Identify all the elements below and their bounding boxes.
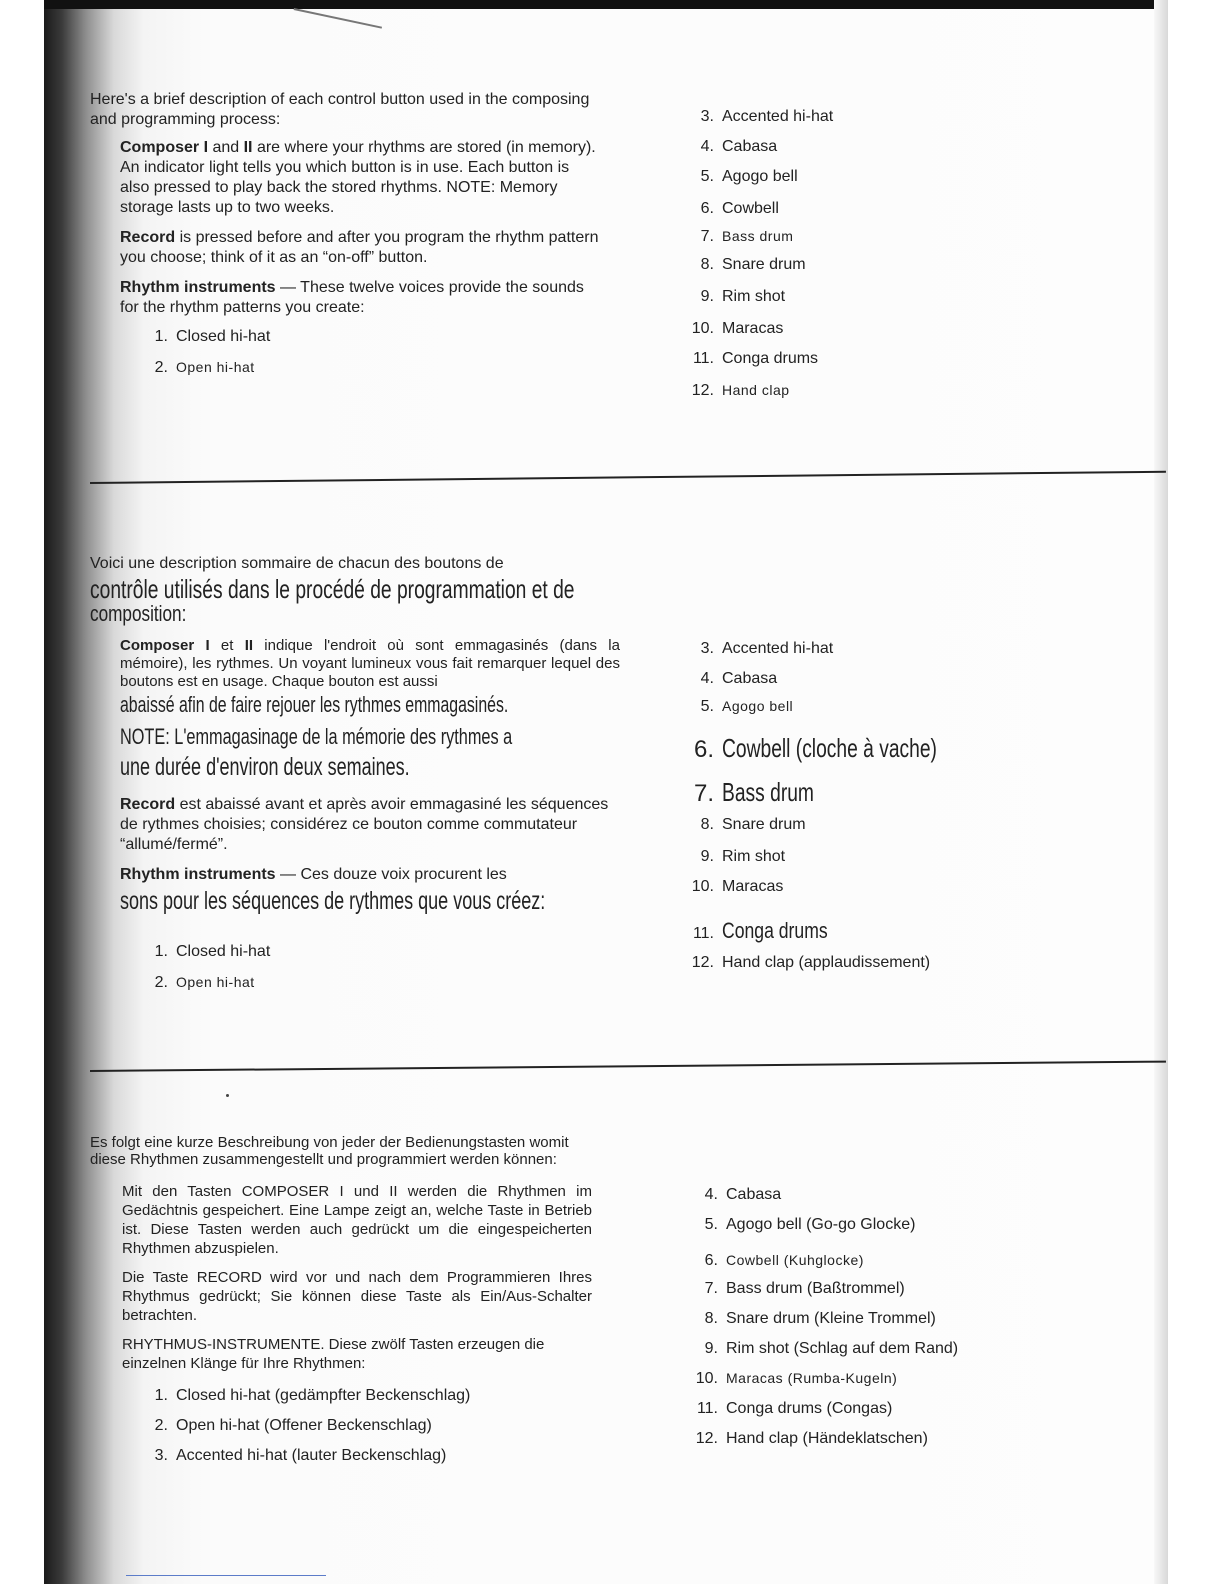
item-label: Conga drums <box>722 350 819 367</box>
english-record-paragraph <box>120 228 600 268</box>
scan-right-edge <box>1154 0 1168 1584</box>
french-left-list <box>150 937 620 997</box>
german-section <box>90 1134 650 1471</box>
item-number: 5. <box>700 698 714 715</box>
item-label: Hand clap (applaudissement) <box>722 954 931 971</box>
item-label: Snare drum <box>722 816 806 833</box>
rhythm-description: — These twelve voices provide the sounds for the rhythm patterns you create: <box>120 279 584 316</box>
item-number: 11. <box>696 1400 718 1417</box>
item-label: Cabasa <box>726 1186 782 1203</box>
list-item <box>150 1441 592 1471</box>
item-number: 9. <box>700 288 714 305</box>
record-description: is pressed before and after you program the rhythm pattern you choose; think of it as an “on-off” button. <box>120 229 599 266</box>
french-intro-text: composition: <box>90 601 187 626</box>
item-label: Rim shot <box>722 848 786 865</box>
item-number: 5. <box>700 168 714 185</box>
composer-continuation: abaissé afin de faire rejouer les rythmes emmagasinés. <box>120 692 509 717</box>
item-label: Rim shot (Schlag auf dem Rand) <box>726 1340 959 1357</box>
item-number: 8. <box>700 816 714 833</box>
rhythm-term: Rhythm instruments <box>120 279 276 296</box>
item-label: Conga drums (Congas) <box>726 1400 893 1417</box>
scan-bottom-mark <box>126 1575 326 1576</box>
list-item <box>684 138 833 168</box>
item-label: Cowbell (Kuhglocke) <box>726 1252 864 1268</box>
item-label: Closed hi-hat <box>176 328 271 345</box>
item-label: Open hi-hat <box>176 974 255 990</box>
item-number: 3. <box>700 640 714 657</box>
list-item <box>684 848 1012 878</box>
item-number: 12. <box>695 1430 718 1447</box>
item-number: 12. <box>691 954 714 971</box>
item-number: 8. <box>700 256 714 273</box>
composer-term: Composer I <box>120 637 210 654</box>
section-divider <box>90 1061 1166 1072</box>
item-number: 6. <box>700 200 714 217</box>
list-item <box>684 228 833 256</box>
item-label: Closed hi-hat (gedämpfter Beckenschlag) <box>176 1387 471 1404</box>
english-intro: Here's a brief description of each control button used in the composing and programming process: <box>90 91 590 128</box>
scan-top-edge <box>44 0 1168 9</box>
item-label: Agogo bell <box>722 698 794 714</box>
item-number: 5. <box>704 1216 718 1233</box>
german-record-paragraph: Die Taste RECORD wird vor und nach dem Programmieren Ihres Rhythmus gedrückt; Sie können diese Taste als Ein/Aus-Schalter betrachten. <box>122 1269 592 1324</box>
french-section <box>90 554 630 997</box>
french-right-list <box>684 640 1012 984</box>
item-number: 9. <box>700 848 714 865</box>
item-number: 10. <box>691 878 714 895</box>
list-item <box>684 774 1012 816</box>
item-number: 6. <box>693 736 714 763</box>
french-composer-paragraph <box>120 637 620 691</box>
list-item <box>150 322 600 352</box>
item-number: 3. <box>154 1447 168 1464</box>
item-label: Agogo bell (Go-go Glocke) <box>726 1216 916 1233</box>
item-label: Hand clap (Händeklatschen) <box>726 1430 928 1447</box>
item-label: Bass drum (Baßtrommel) <box>726 1280 905 1297</box>
english-left-list <box>150 322 600 382</box>
item-number: 7. <box>704 1280 718 1297</box>
french-intro-line-2 <box>90 574 630 604</box>
item-label: Hand clap <box>722 382 790 398</box>
list-item <box>688 1400 958 1430</box>
french-note-line-1 <box>120 723 620 751</box>
item-number: 4. <box>704 1186 718 1203</box>
item-number: 1. <box>154 328 168 345</box>
record-term: Record <box>120 796 176 813</box>
list-item <box>684 320 833 350</box>
german-rhythm-paragraph: RHYTHMUS-INSTRUMENTE. Diese zwölf Tasten erzeugen die einzelnen Klänge für Ihre Rhythmen: <box>122 1336 545 1372</box>
item-number: 4. <box>700 670 714 687</box>
french-rhythm-line <box>120 885 620 917</box>
french-intro-line-3 <box>90 601 630 627</box>
composer-term-2: II <box>244 637 254 654</box>
list-item <box>150 1411 592 1441</box>
paper-crease <box>290 8 382 46</box>
item-label: Open hi-hat <box>176 359 255 375</box>
list-item <box>684 168 833 200</box>
item-label: Snare drum <box>722 256 806 273</box>
list-item <box>150 967 620 997</box>
stray-mark <box>226 1094 229 1097</box>
note-text: NOTE: L'emmagasinage de la mémorie des rythmes a <box>120 724 513 749</box>
item-number: 11. <box>692 925 714 942</box>
item-label: Maracas (Rumba-Kugeln) <box>726 1370 898 1386</box>
german-composer-paragraph: Mit den Tasten COMPOSER I und II werden die Rhythmen im Gedächtnis gespeichert. Eine Lampe zeigt an, welche Taste in Betrieb ist. Diese Tasten werden auch gedrückt um die eingespeicherten Rhythmen abzuspielen. <box>122 1183 592 1257</box>
french-intro-text: contrôle utilisés dans le procédé de programmation et de <box>90 574 575 604</box>
composer-and: et <box>209 637 245 654</box>
item-label: Maracas <box>722 320 784 337</box>
list-item <box>684 698 1012 728</box>
item-label: Rim shot <box>722 288 786 305</box>
item-number: 3. <box>700 108 714 125</box>
list-item <box>150 937 620 967</box>
list-item <box>684 350 833 382</box>
list-item <box>688 1370 958 1400</box>
german-left-list <box>150 1381 592 1471</box>
rhythm-term: Rhythm instruments <box>120 866 276 883</box>
composer-description: are where your rhythms are stored (in memory). An indicator light tells you which button is in use. Each button is also pressed to play back the stored rhythms. NOTE: Memory storage lasts up to two weeks. <box>120 139 596 216</box>
german-right-list <box>688 1186 958 1460</box>
list-item <box>688 1216 958 1252</box>
list-item <box>684 640 1012 670</box>
list-item <box>684 728 1012 774</box>
item-number: 2. <box>154 359 168 376</box>
composer-description: indique l'endroit où sont emmagasinés (dans la mémoire), les rythmes. Un voyant lumineux vous fait remarquer lequel des boutons est en usage. Chaque bouton est aussi <box>120 637 620 690</box>
list-item <box>684 288 833 320</box>
list-item <box>688 1252 958 1280</box>
item-label: Snare drum (Kleine Trommel) <box>726 1310 936 1327</box>
item-label: Maracas <box>722 878 784 895</box>
item-number: 2. <box>154 974 168 991</box>
list-item <box>684 914 1012 954</box>
item-label: Cowbell (cloche à vache) <box>722 733 937 763</box>
item-number: 10. <box>691 320 714 337</box>
item-label: Bass drum <box>722 777 814 807</box>
list-item <box>684 878 1012 914</box>
item-label: Cowbell <box>722 200 779 217</box>
item-number: 12. <box>691 382 714 399</box>
item-label: Accented hi-hat <box>722 108 834 125</box>
item-label: Accented hi-hat (lauter Beckenschlag) <box>176 1447 447 1464</box>
scanned-page <box>44 0 1168 1584</box>
french-rhythm-paragraph <box>120 865 620 885</box>
list-item <box>688 1310 958 1340</box>
list-item <box>684 200 833 228</box>
german-intro: Es folgt eine kurze Beschreibung von jeder der Bedienungstasten womit diese Rhythmen zusammengestellt und programmiert werden können: <box>90 1134 569 1168</box>
list-item <box>150 1381 592 1411</box>
list-item <box>684 108 833 138</box>
item-label: Conga drums <box>722 918 828 943</box>
item-number: 6. <box>704 1252 718 1269</box>
item-number: 8. <box>704 1310 718 1327</box>
list-item <box>684 816 1012 848</box>
note-text: une durée d'environ deux semaines. <box>120 753 410 781</box>
list-item <box>688 1280 958 1310</box>
item-number: 7. <box>700 228 714 245</box>
item-number: 11. <box>692 350 714 367</box>
composer-and: and <box>208 139 244 156</box>
list-item <box>684 670 1012 698</box>
record-term: Record <box>120 229 176 246</box>
english-right-list <box>684 108 833 412</box>
item-label: Bass drum <box>722 228 794 244</box>
list-item <box>684 256 833 288</box>
composer-term-2: II <box>243 139 253 156</box>
list-item <box>684 382 833 412</box>
rhythm-description: — Ces douze voix procurent les <box>275 866 507 883</box>
list-item <box>684 954 1012 984</box>
item-number: 9. <box>704 1340 718 1357</box>
french-record-paragraph <box>120 795 620 855</box>
item-number: 1. <box>154 943 168 960</box>
french-composer-line <box>120 691 620 719</box>
english-rhythm-paragraph <box>120 278 600 318</box>
french-note-line-2 <box>120 751 620 783</box>
list-item <box>150 352 600 382</box>
item-label: Cabasa <box>722 138 778 155</box>
english-composer-paragraph <box>120 138 600 218</box>
item-number: 1. <box>154 1387 168 1404</box>
list-item <box>688 1340 958 1370</box>
item-label: Cabasa <box>722 670 778 687</box>
item-label: Closed hi-hat <box>176 943 271 960</box>
item-label: Agogo bell <box>722 168 798 185</box>
french-intro-line-1: Voici une description sommaire de chacun des boutons de <box>90 555 504 572</box>
item-number: 2. <box>154 1417 168 1434</box>
composer-term: Composer I <box>120 139 209 156</box>
section-divider <box>90 471 1166 484</box>
item-number: 10. <box>695 1370 718 1387</box>
english-section <box>90 90 600 382</box>
record-description: est abaissé avant et après avoir emmagasiné les séquences de rythmes choisies; considérez ce bouton comme commutateur “allumé/fermé”. <box>120 796 609 853</box>
item-label: Open hi-hat (Offener Beckenschlag) <box>176 1417 432 1434</box>
list-item <box>688 1430 958 1460</box>
item-label: Accented hi-hat <box>722 640 834 657</box>
item-number: 7. <box>693 780 714 807</box>
list-item <box>688 1186 958 1216</box>
item-number: 4. <box>700 138 714 155</box>
rhythm-continuation: sons pour les séquences de rythmes que vous créez: <box>120 887 546 915</box>
